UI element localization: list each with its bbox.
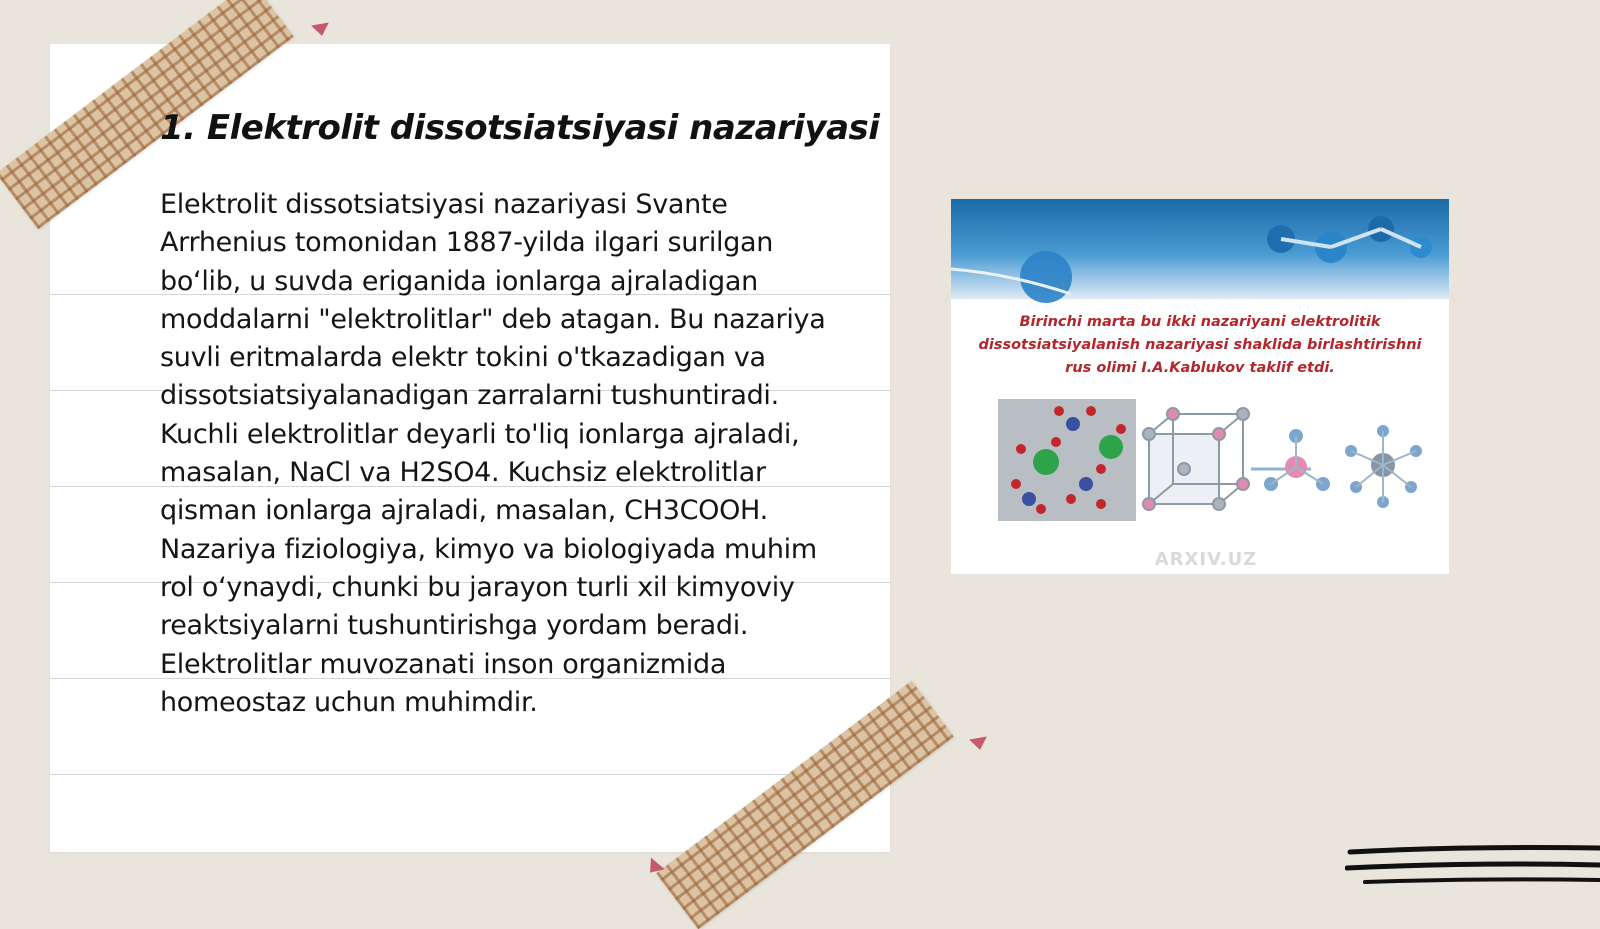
slide-body-text: Elektrolit dissotsiatsiyasi nazariyasi Svante Arrhenius tomonidan 1887-yilda ilgari surilgan bo‘lib, u suvda eriganida ionlarga ajraladigan moddalarni "elektrolitlar" deb atagan. Bu nazariya suvli eritmalarda elektr tokini o'tkazadigan va dissotsiatsiyalanadigan zarralarni tushuntiradi. Kuchli elektrolitlar deyarli to'liq ionlarga ajraladi, masalan, NaCl va H2SO4. Kuchsiz elektrolitlar qisman ionlarga ajraladi, masalan, CH3COOH. Nazariya fiziologiya, kimyo va biologiyada muhim rol o‘ynaydi, chunki bu jarayon turli xil kimyoviy reaktsiyalarni tushuntirishga yordam beradi. Elektrolitlar muvozanati inson organizmida homeostaz uchun muhimdir. <box>160 189 826 718</box>
pin-icon <box>969 737 989 752</box>
figure-caption: Birinchi marta bu ikki nazariyani elektrolitik dissotsiatsiyalanish nazariyasi shaklida birlashtirishni rus olimi I.A.Kablukov taklif etdi. <box>978 314 1422 376</box>
watermark-logo: ARXIV.UZ <box>1154 549 1258 570</box>
chemistry-illustration <box>951 199 1449 574</box>
pin-icon <box>311 23 331 38</box>
hydrated-ion-icon <box>1251 425 1422 508</box>
paper-rule-line <box>50 774 890 775</box>
molecule-graphics <box>951 199 1449 574</box>
crystal-lattice-icon <box>1143 408 1249 510</box>
banner-molecule-icon <box>951 216 1432 303</box>
slide-title: 1. Elektrolit dissotsiatsiyasi nazariyasi <box>160 108 880 148</box>
decorative-brush-lines <box>1345 840 1600 890</box>
ion-solution-icon <box>998 399 1136 521</box>
